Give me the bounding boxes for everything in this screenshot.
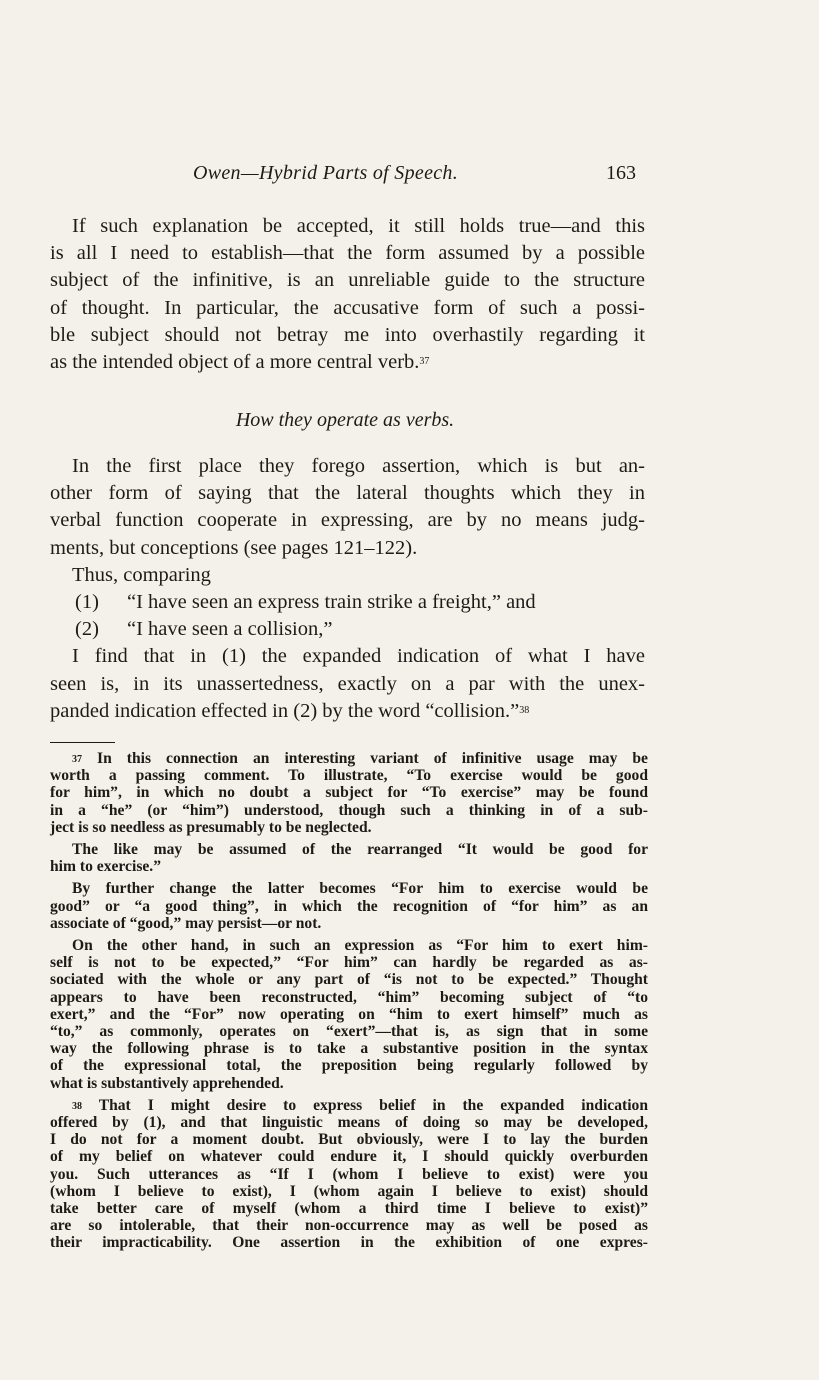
text-line: ble subject should not betray me into overhastily regarding it <box>50 323 645 346</box>
footnote-line: (whom I believe to exist), I (whom again I believe to exist) should <box>50 1182 648 1200</box>
footnote-38 <box>50 1097 648 1252</box>
footnote-line: in a “he” (or “him”) understood, though such a thinking in of a sub- <box>50 801 648 819</box>
footnote-line: of my belief on whatever could endure it, I should quickly overburden <box>50 1148 648 1166</box>
footnote-line: of the expressional total, the preposition being regularly followed by <box>50 1057 648 1075</box>
text-line: In the first place they forego assertion, which is but an- <box>72 455 645 477</box>
footnote-line: associate of “good,” may persist—or not. <box>50 914 322 932</box>
footnote-line: way the following phrase is to take a substantive position in the syntax <box>50 1040 648 1058</box>
running-head <box>0 162 819 188</box>
footnote-line: ject is so needless as presumably to be neglected. <box>50 818 372 836</box>
example-number: (1) <box>75 591 99 614</box>
footnote-line: sociated with the whole or any part of “is not to be expected.” Thought <box>50 971 648 989</box>
text-line: If such explanation be accepted, it still holds true—and this <box>72 215 645 237</box>
text-line: I find that in (1) the expanded indication of what I have <box>72 645 645 668</box>
footnote-37 <box>50 750 648 836</box>
footnote-line: take better care of myself (whom a third time I believe to exist)” <box>50 1200 648 1218</box>
footnote-line: exert,” and the “For” now operating on “him to exert himself” much as <box>50 1005 648 1023</box>
text-line: other form of saying that the lateral thoughts which they in <box>50 482 645 505</box>
footnote-ref-38[interactable]: 38 <box>519 704 530 716</box>
footnote-line: worth a passing comment. To illustrate, “To exercise would be good <box>50 767 648 785</box>
footnote-ref-37[interactable]: 37 <box>419 356 430 368</box>
footnotes <box>50 750 648 1257</box>
footnote-line: By further change the latter becomes “For him to exercise would be <box>72 880 648 898</box>
footnote-line: are so intolerable, that their non-occurrence may as well be posed as <box>50 1217 648 1235</box>
text-line: is all I need to establish—that the form assumed by a possible <box>50 242 645 265</box>
footnote-line: I do not for a moment doubt. But obviously, were I to lay the burden <box>50 1131 648 1149</box>
footnote-line: their impracticability. One assertion in the exhibition of one expres- <box>50 1234 648 1252</box>
footnote-line: him to exercise.” <box>50 858 161 876</box>
footnote-line <box>50 1097 648 1114</box>
text-line-last <box>50 349 645 376</box>
text-line-last <box>50 698 645 725</box>
example-2 <box>50 616 645 643</box>
footnote-line: self is not to be expected,” “For him” can hardly be regarded as as- <box>50 954 648 972</box>
footnote-line: appears to have been reconstructed, “him” becoming subject of “to <box>50 988 648 1006</box>
footnote-line: On the other hand, in such an expression as “For him to exert him- <box>72 937 648 955</box>
footnote-line: offered by (1), and that linguistic means of doing so may be developed, <box>50 1114 648 1132</box>
footnote-37-para-4 <box>50 937 648 1092</box>
text: panded indication effected in (2) by the word “collision.” <box>50 699 520 722</box>
footnote-number: 38 <box>72 1100 82 1112</box>
example-number: (2) <box>75 618 99 641</box>
footnote-37-para-3 <box>50 880 648 932</box>
footnote-line: you. Such utterances as “If I (whom I believe to exist) were you <box>50 1165 648 1183</box>
footnote-line: good” or “a good thing”, in which the recognition of “for him” as an <box>50 897 648 915</box>
footnote-37-para-2 <box>50 841 648 875</box>
text-line: seen is, in its unassertedness, exactly on a par with the unex- <box>50 672 645 695</box>
example-text: “I have seen an express train strike a freight,” and <box>127 591 536 614</box>
footnote-line <box>50 750 648 767</box>
example-text: “I have seen a collision,” <box>127 618 333 641</box>
text: as the intended object of a more central verb. <box>50 351 420 374</box>
footnote-number: 37 <box>72 754 82 765</box>
running-head-title: Owen—Hybrid Parts of Speech. <box>193 162 459 184</box>
page-number: 163 <box>606 162 636 184</box>
text: That I might desire to express belief in the expanded indication <box>98 1096 649 1114</box>
paragraph-1 <box>50 213 645 376</box>
text-line: verbal function cooperate in expressing, are by no means judg- <box>50 509 645 532</box>
text-line: subject of the infinitive, is an unreliable guide to the structure <box>50 269 645 292</box>
footnote-line: The like may be assumed of the rearranged “It would be good for <box>72 841 648 859</box>
thus-line: Thus, comparing <box>72 563 211 586</box>
section-heading: How they operate as verbs. <box>235 409 455 431</box>
paragraph-2 <box>50 453 645 725</box>
footnote-line: for him”, in which no doubt a subject for “To exercise” may be found <box>50 784 648 802</box>
example-1 <box>50 589 645 616</box>
footnote-line: what is substantively apprehended. <box>50 1074 284 1092</box>
footnote-rule <box>50 742 115 743</box>
text-line: of thought. In particular, the accusative form of such a possi- <box>50 296 645 319</box>
footnote-line: “to,” as commonly, operates on “exert”—that is, as sign that in some <box>50 1023 648 1041</box>
text: In this connection an interesting variant of infinitive usage may be <box>97 750 648 767</box>
text-line: ments, but conceptions (see pages 121–122). <box>50 536 418 559</box>
